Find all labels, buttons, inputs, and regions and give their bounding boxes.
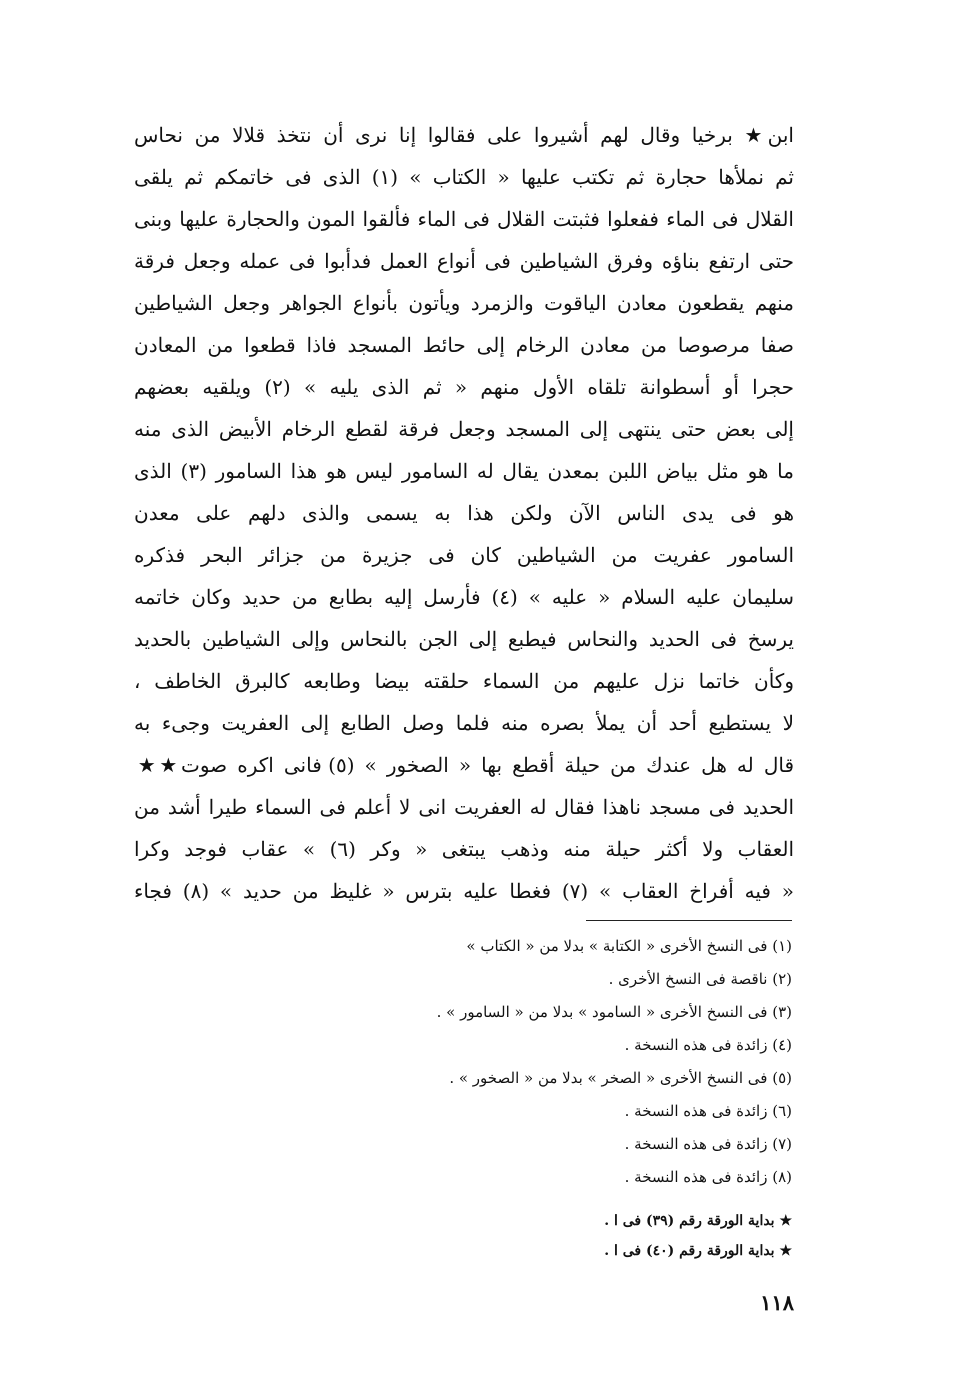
text-line: لا يستطيع أحد أن يملأ بصره منه فلما وصل الطابع إلى العفريت وجىء به	[134, 711, 794, 735]
footnote: (٦) زائدة فى هذه النسخة .	[624, 1102, 792, 1120]
footnotes	[300, 930, 792, 1194]
text-line: منهم يقطعون معادن الياقوت والزمرد ويأتون بأنواع الجواهر وجعل الشياطين	[134, 291, 794, 315]
folio-mark: ★ بداية الورقة رقم (٣٩) فى ا .	[604, 1213, 792, 1229]
text-line: « فيه أفراخ العقاب » (٧) فغطا عليه بترس « غليظ من حديد » (٨) فجاء	[134, 879, 794, 903]
page-number: ١١٨	[760, 1290, 794, 1315]
text-line: سليمان عليه السلام « عليه » (٤) فأرسل إليه بطابع من حديد وكان خاتمه	[134, 585, 794, 609]
footnote: (٢) ناقصة فى النسخ الأخرى .	[608, 970, 792, 988]
text-line: ما هو مثل بياض اللبن بمعدن يقال له السامور ليس هو هذا السامور (٣) الذى	[134, 459, 794, 483]
footnote: (٤) زائدة فى هذه النسخة .	[624, 1036, 792, 1054]
footnote: (١) فى النسخ الأخرى « الكتابة » بدلا من « الكتاب »	[466, 937, 792, 955]
text-line: صفا مرصوصا من معادن الرخام إلى حائط المسجد فاذا قطعوا من المعادن	[134, 333, 794, 357]
footnote: (٣) فى النسخ الأخرى « السامود » بدلا من « السامور » .	[436, 1003, 792, 1021]
text-line: قال له هل عندك من حيلة أقطع بها « الصخور » (٥) فانى اكره صوت★★	[134, 753, 794, 777]
text-line: يرسخ فى الحديد والنحاس فيطبع إلى الجن بالنحاس وإلى الشياطين بالحديد	[134, 627, 794, 651]
text-line: إلى بعض حتى ينتهى إلى المسجد وجعل فرقة لقطع الرخام الأبيض الذى منه	[134, 417, 794, 441]
text-line: هو فى يدى الناس الآن ولكن هذا به يسمى والذى دلهم على معدن	[134, 501, 794, 525]
text-line: ثم نملأها حجارة ثم تكتب عليها « الكتاب » (١) الذى فى خاتمكم ثم يلقى	[134, 165, 794, 189]
text-line: حجرا أو أسطوانة تلقاه الأول منهم « ثم الذى يليه » (٢) ويلقيه بعضهم	[134, 375, 794, 399]
text-line: ابن★ برخيا وقال لهم أشيروا على فقالوا إنا نرى أن نتخذ قلالا من نحاس	[134, 123, 794, 147]
text-line: الحديد فى مسجد ناهذا فقال له العفريت انى لا أعلم فى السماء طيرا أشد من	[134, 795, 794, 819]
folio-mark: ★ بداية الورقة رقم (٤٠) فى ا .	[604, 1243, 792, 1259]
text-line: القلال فى الماء ففعلوا فثبتت القلال فى الماء فألقوا المون والحجارة عليها وبنى	[134, 207, 794, 231]
main-text	[134, 114, 794, 912]
text-line: السامور عفريت من الشياطين كان فى جزيرة من جزائر البحر فذكره	[134, 543, 794, 567]
footnote: (٨) زائدة فى هذه النسخة .	[624, 1168, 792, 1186]
manuscript-marks	[400, 1206, 792, 1266]
footnote-divider	[586, 920, 792, 921]
text-line: وكأن خاتما نزل عليهم من السماء حلقته بيضا وطابعه كالبرق الخاطف ،	[134, 669, 794, 693]
text-line: العقاب ولا أكثر حيلة منه وذهب يبتغى « وكر (٦) » عقاب فوجد وكرا	[134, 837, 794, 861]
footnote: (٧) زائدة فى هذه النسخة .	[624, 1135, 792, 1153]
footnote: (٥) فى النسخ الأخرى « الصخر » بدلا من « الصخور » .	[449, 1069, 792, 1087]
text-line: حتى ارتفع بناؤه وفرق الشياطين فى أنواع العمل فدأبوا فى عمله وجعل فرقة	[134, 249, 794, 273]
